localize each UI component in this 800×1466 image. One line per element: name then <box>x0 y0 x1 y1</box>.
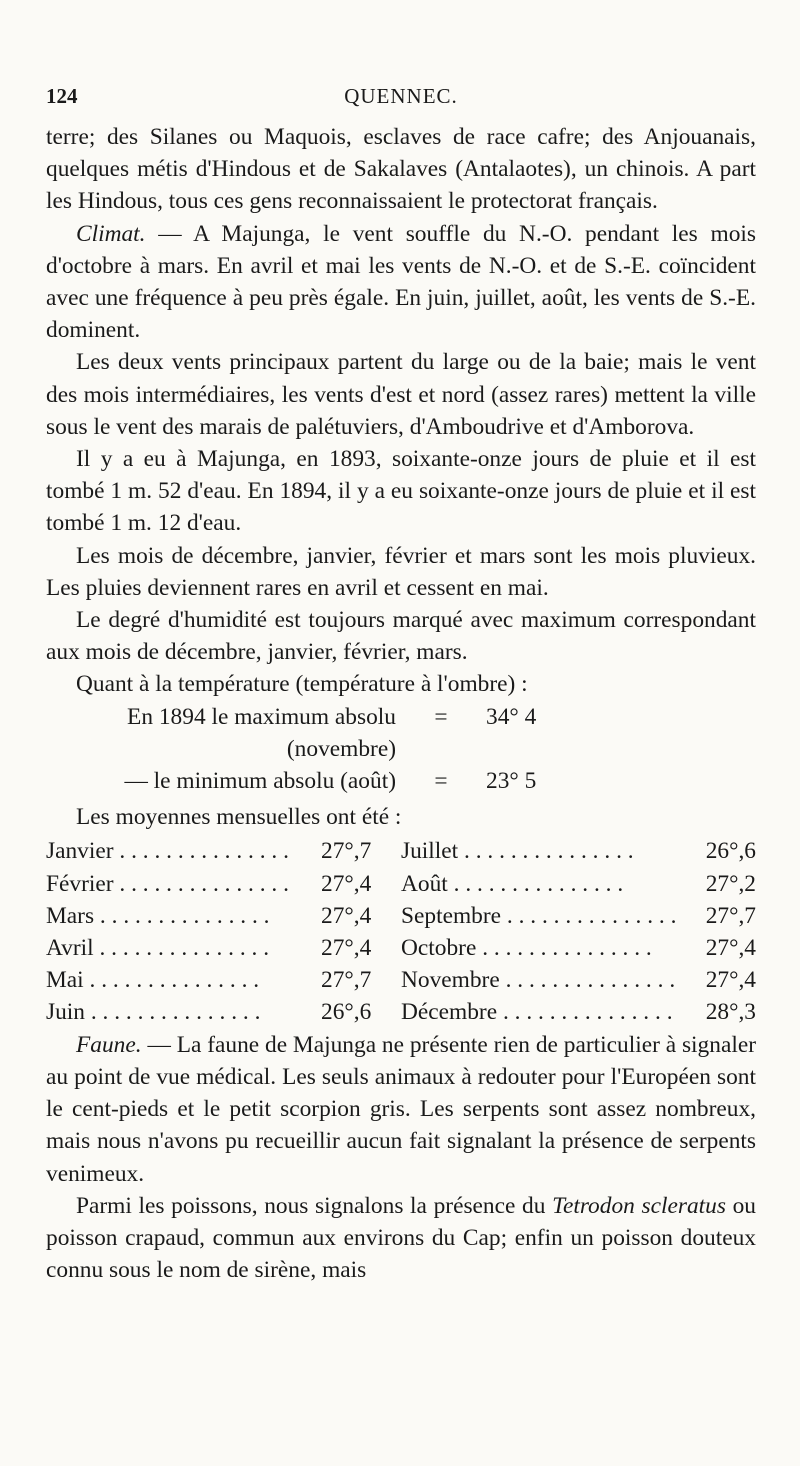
month-name: Octobre . . . <box>401 935 652 961</box>
month-name: Février . . . <box>46 871 289 897</box>
month-name: Juillet . . . <box>401 838 634 864</box>
table-row <box>46 900 756 932</box>
paragraph-vents: Les deux vents principaux partent du large ou de la baie; mais le vent des mois intermédiaires, les vents d'est et nord (assez rares) mettent la ville sous le vent des marais de palétuviers, d'Amboudrive et d'Amborova. <box>46 349 756 440</box>
paragraph-population: terre; des Silanes ou Maquois, esclaves de race cafre; des Anjouanais, quelques métis d'Hindous et de Sakalaves (Antalaotes), un chinois. A part les Hindous, tous ces gens reconnaissaient le protectorat français. <box>46 124 756 215</box>
table-row <box>46 964 756 996</box>
page-number: 124 <box>46 84 78 108</box>
running-title: QUENNEC. <box>344 84 458 108</box>
table-row <box>46 868 756 900</box>
temperature-max-label: En 1894 le maximum absolu (novembre) <box>127 703 396 762</box>
month-value: 27°,7 <box>321 838 372 865</box>
month-value: 26°,6 <box>321 999 372 1026</box>
month-name: Septembre . . . <box>401 903 676 929</box>
paragraph-pluie: Il y a eu à Majunga, en 1893, soixante-onze jours de pluie et il est tombé 1 m. 52 d'eau. En 1894, il y a eu soixante-onze jours de pluie et il est tombé 1 m. 12 d'eau. <box>46 446 756 537</box>
month-name: Janvier . . . <box>46 838 289 864</box>
month-name: Novembre . . . <box>401 967 675 993</box>
month-name: Décembre . . . <box>401 999 673 1025</box>
month-name: Août . . . <box>401 871 623 897</box>
temperature-min-eq: = <box>434 768 448 795</box>
paragraph-faune: Faune. — La faune de Majunga ne présente rien de particulier à signaler au point de vue médical. Les seuls animaux à redouter pour l'Européen sont le cent-pieds et le petit scorpion gris. Les serpents sont assez nombreux, mais nous n'avons pu recueillir aucun fait signalant la présence de serpents venimeux. <box>46 1031 756 1187</box>
paragraph-humidite: Le degré d'humidité est toujours marqué avec maximum correspondant aux mois de décembre, janvier, février, mars. <box>46 607 756 666</box>
temperature-max-value: 34° 4 <box>486 703 537 730</box>
paragraph-climat: Climat. — A Majunga, le vent souffle du N.-O. pendant les mois d'octobre à mars. En avril et mai les vents de N.-O. et de S.-E. coïncident avec une fréquence à peu près égale. En juin, juillet, août, les vents de S.-E. dominent. <box>46 220 756 344</box>
month-value: 27°,7 <box>321 967 372 994</box>
month-value: 27°,4 <box>705 935 756 962</box>
section-heading-climat: Climat. <box>76 220 146 247</box>
paragraph-temperature: Quant à la température (température à l'ombre) : <box>76 671 528 698</box>
month-value: 27°,4 <box>321 935 372 962</box>
month-value: 27°,4 <box>321 902 372 929</box>
page <box>46 84 756 1286</box>
month-name: Juin . . . <box>46 999 260 1025</box>
temperature-min-label: — le minimum absolu (août) <box>124 768 396 795</box>
scientific-name: Tetrodon scleratus <box>552 1192 726 1219</box>
table-row <box>46 932 756 964</box>
month-name: Mai . . . <box>46 967 259 993</box>
month-value: 27°,2 <box>705 870 756 897</box>
paragraph-poissons: Parmi les poissons, nous signalons la présence du Tetrodon scleratus ou poisson crapaud, commun aux environs du Cap; enfin un poisson douteux connu sous le nom de sirène, mais <box>46 1192 756 1284</box>
section-heading-faune: Faune. <box>76 1031 142 1058</box>
month-value: 27°,4 <box>705 967 756 994</box>
paragraph-moyennes: Les moyennes mensuelles ont été : <box>76 804 402 831</box>
month-value: 26°,6 <box>705 838 756 865</box>
temperature-min-row <box>46 765 756 797</box>
monthly-means-table <box>46 835 756 1028</box>
month-value: 27°,4 <box>321 870 372 897</box>
month-name: Mars . . . <box>46 903 270 929</box>
table-row <box>46 835 756 867</box>
temperature-max-row <box>46 701 756 765</box>
table-row <box>46 996 756 1028</box>
temperature-max-eq: = <box>434 703 448 730</box>
month-name: Avril . . . <box>46 935 269 961</box>
month-value: 28°,3 <box>705 999 756 1026</box>
month-value: 27°,7 <box>705 902 756 929</box>
paragraph-mois-pluvieux: Les mois de décembre, janvier, février et mars sont les mois pluvieux. Les pluies deviennent rares en avril et cessent en mai. <box>46 542 756 601</box>
temperature-min-value: 23° 5 <box>486 768 537 795</box>
page-header <box>46 84 756 109</box>
